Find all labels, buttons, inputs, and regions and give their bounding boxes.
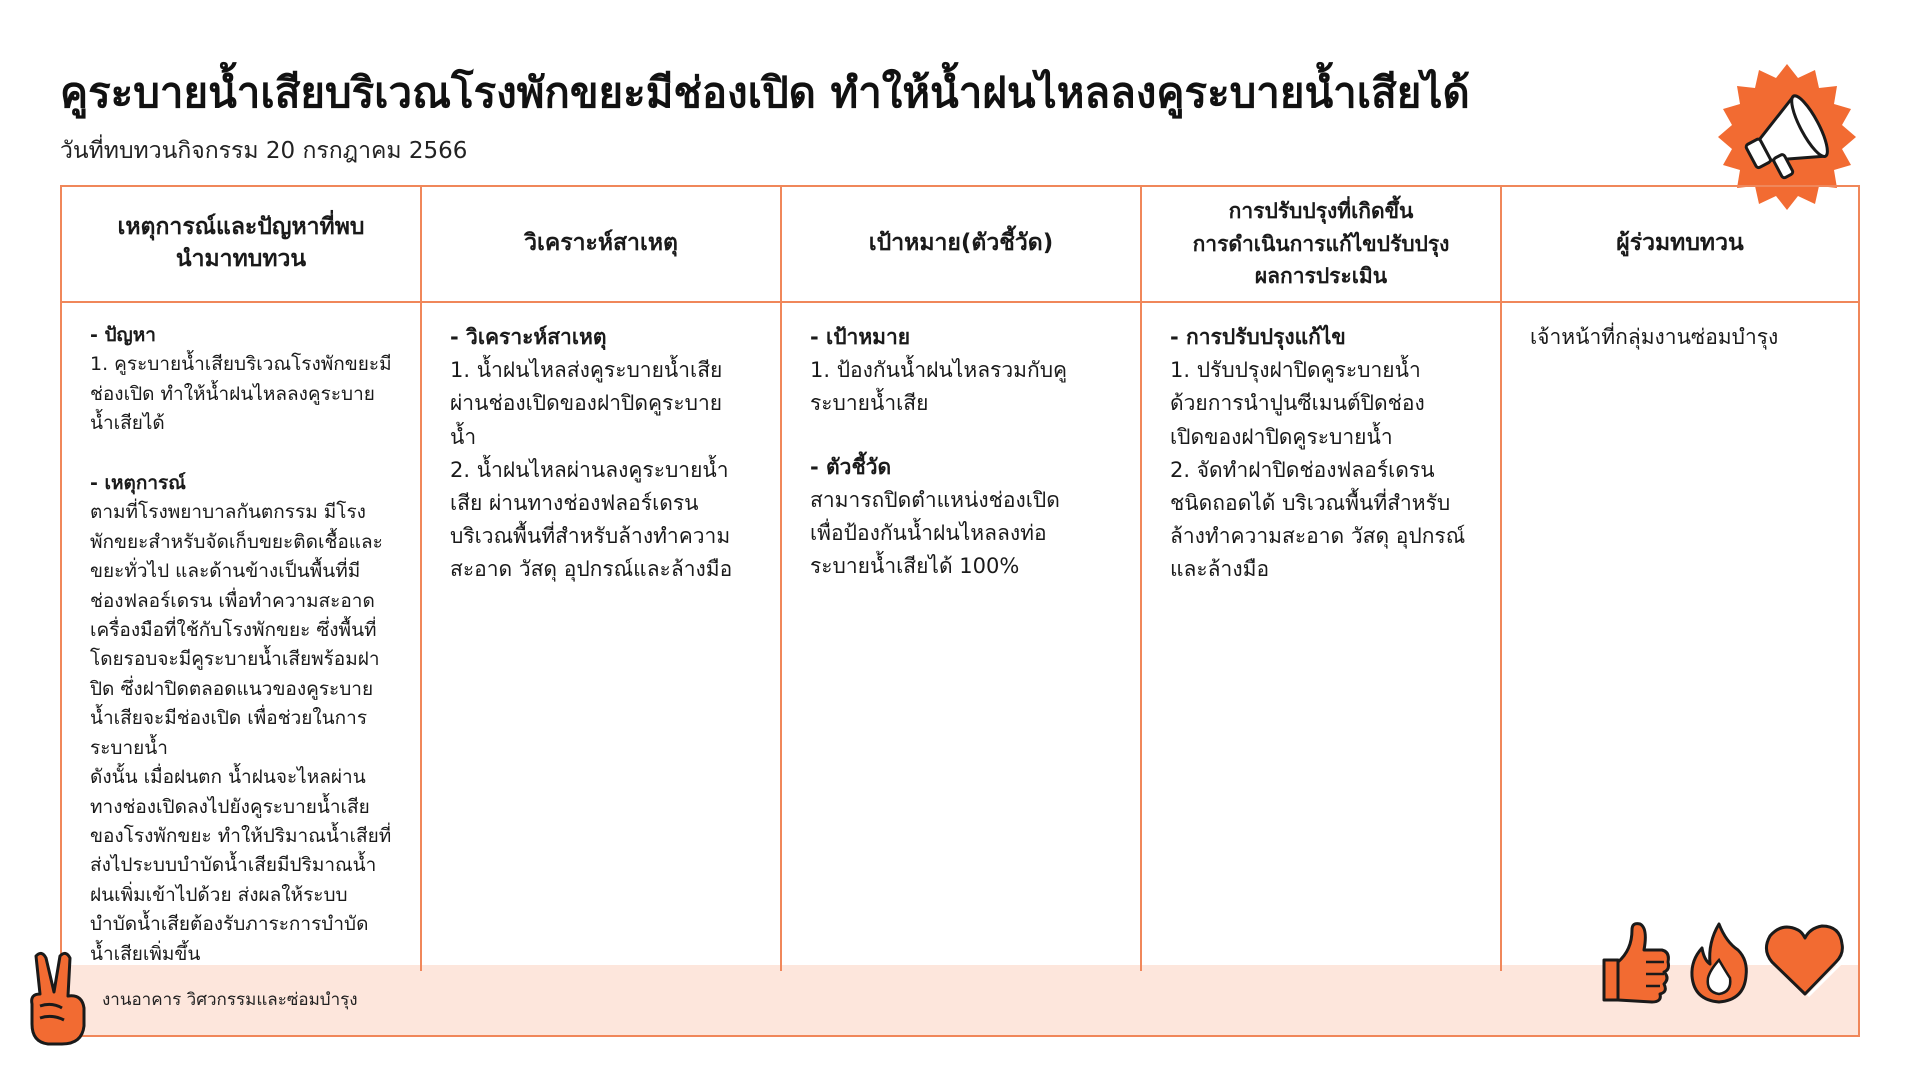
cause-text: 1. น้ำฝนไหลส่งคูระบายน้ำเสีย ผ่านช่องเปิดของฝาปิดคูระบาย น้ำ 2. น้ำฝนไหลผ่านลงคูระบายน้ำ เสีย ผ่านทางช่องฟลอร์เดรน บริเวณพื้นที่สำหรับล้างทำความ สะอาด วัสดุ อุปกรณ์และล้างมือ [450, 358, 733, 582]
column-improvements [1142, 187, 1502, 971]
page-title: คูระบายน้ำเสียบริเวณโรงพักขยะมีช่องเปิด ทำให้น้ำฝนไหลลงคูระบายน้ำเสียได้ [60, 68, 1470, 117]
peace-hand-icon [22, 948, 94, 1048]
kpi-label: - ตัวชี้วัด [810, 454, 892, 479]
column-heading: เป้าหมาย(ตัวชี้วัด) [782, 187, 1140, 303]
column-body [1502, 303, 1858, 354]
column-heading: วิเคราะห์สาเหตุ [422, 187, 780, 303]
column-body [782, 303, 1140, 583]
column-heading: ผู้ร่วมทบทวน [1502, 187, 1858, 303]
column-goals [782, 187, 1142, 971]
reviewers-text: เจ้าหน้าที่กลุ่มงานซ่อมบำรุง [1530, 325, 1779, 349]
improvement-text: 1. ปรับปรุงฝาปิดคูระบายน้ำ ด้วยการนำปูนซีเมนต์ปิดช่อง เปิดของฝาปิดคูระบายน้ำ 2. จัดทำฝาปิดช่องฟลอร์เดรน ชนิดถอดได้ บริเวณพื้นที่สำหรับ ล้างทำความสะอาด วัสดุ อุปกรณ์ และล้างมือ [1170, 358, 1466, 582]
heart-icon [1762, 920, 1848, 1000]
goal-label: - เป้าหมาย [810, 325, 911, 349]
footer-text: งานอาคาร วิศวกรรมและซ่อมบำรุง [102, 990, 358, 1010]
review-date: วันที่ทบทวนกิจกรรม 20 กรกฎาคม 2566 [60, 138, 468, 164]
column-body [422, 303, 780, 586]
event-label: - เหตุการณ์ [90, 471, 186, 494]
column-cause-analysis [422, 187, 782, 971]
event-text: ตามที่โรงพยาบาลกันตกรรม มีโรง พักขยะสำหรับจัดเก็บขยะติดเชื้อและ ขยะทั่วไป และด้านข้างเป็นพื้นที่มี ช่องฟลอร์เดรน เพื่อทำความสะอาด เครื่องมือที่ใช้กับโรงพักขยะ ซึ่งพื้นที่ โดยรอบจะมีคูระบายน้ำเสียพร้อมฝา ปิด ซึ่งฝาปิดตลอดแนวของคูระบาย น้ำเสียจะมีช่องเปิด เพื่อช่วยในการ ระบายน้ำ ดังนั้น เมื่อฝนตก น้ำฝนจะไหลผ่าน ทางช่องเปิดลงไปยังคูระบายน้ำเสีย ของโรงพักขยะ ทำให้ปริมาณน้ำเสียที่ ส่งไประบบบำบัดน้ำเสียมีปริมาณน้ำ ฝนเพิ่มเข้าไปด้วย ส่งผลให้ระบบ บำบัดน้ำเสียต้องรับภาระการบำบัด น้ำเสียเพิ่มขึ้น [90, 501, 392, 965]
flame-icon [1686, 920, 1752, 1006]
column-heading: เหตุการณ์และปัญหาที่พบ นำมาทบทวน [62, 187, 420, 303]
kpi-text: สามารถปิดตำแหน่งช่องเปิด เพื่อป้องกันน้ำฝนไหลลงท่อ ระบายน้ำเสียได้ 100% [810, 487, 1060, 579]
review-table [60, 185, 1860, 1037]
thumbs-up-icon [1598, 920, 1672, 1006]
problem-text: 1. คูระบายน้ำเสียบริเวณโรงพักขยะมี ช่องเปิด ทำให้น้ำฝนไหลลงคูระบาย น้ำเสียได้ [90, 353, 392, 435]
cause-label: - วิเคราะห์สาเหตุ [450, 325, 607, 349]
column-reviewers [1502, 187, 1858, 971]
goal-text: 1. ป้องกันน้ำฝนไหลรวมกับคู ระบายน้ำเสีย [810, 358, 1068, 416]
column-events [62, 187, 422, 971]
column-body [62, 303, 420, 969]
column-heading: การปรับปรุงที่เกิดขึ้น การดำเนินการแก้ไขปรับปรุง ผลการประเมิน [1142, 187, 1500, 303]
footer-band [62, 965, 1858, 1035]
problem-label: - ปัญหา [90, 324, 156, 346]
column-body [1142, 303, 1500, 586]
improvement-label: - การปรับปรุงแก้ไข [1170, 325, 1346, 349]
